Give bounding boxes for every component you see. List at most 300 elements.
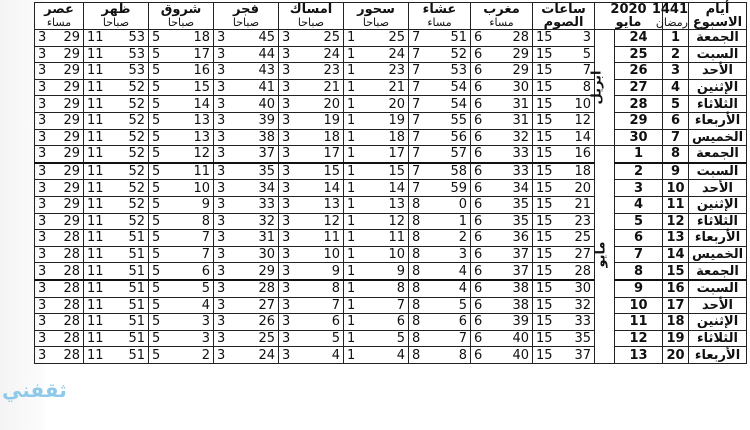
maghrib-cell: [471, 246, 533, 263]
minute-value: 29: [512, 46, 529, 62]
dhuhr-cell: [84, 297, 149, 314]
hour-value: 6: [474, 180, 483, 196]
minute-value: 28: [512, 30, 529, 46]
header-maghrib: مغرب مساء: [471, 3, 533, 30]
asr-cell: [35, 196, 84, 213]
shurooq-cell: [149, 112, 214, 129]
maghrib-cell: [471, 63, 533, 80]
minute-value: 11: [388, 230, 405, 246]
imsak-cell: [279, 112, 344, 129]
fasting-hours-cell: [533, 46, 595, 63]
fajr-cell: [214, 314, 279, 331]
gregorian-day-cell: 30: [615, 129, 663, 146]
hour-value: 6: [474, 30, 483, 46]
fajr-cell: [214, 79, 279, 96]
minute-value: 2: [458, 230, 467, 246]
day-cell: السبت: [689, 280, 747, 297]
minute-value: 51: [128, 263, 145, 279]
hour-value: 7: [412, 96, 421, 112]
hour-value: 5: [152, 180, 161, 196]
hour-value: 5: [152, 281, 161, 297]
shurooq-cell: [149, 196, 214, 213]
isha-cell: [409, 246, 471, 263]
gregorian-day-cell: 24: [615, 30, 663, 47]
shurooq-cell: [149, 297, 214, 314]
hijri-day-cell: 7: [663, 129, 689, 146]
hour-value: 1: [347, 180, 356, 196]
gregorian-day-cell: 26: [615, 63, 663, 80]
hijri-day-cell: 9: [663, 163, 689, 180]
dhuhr-cell: [84, 196, 149, 213]
fasting-hours-cell: [533, 79, 595, 96]
hour-value: 3: [217, 330, 226, 346]
hour-value: 11: [87, 96, 104, 112]
day-cell: الأربعاء: [689, 230, 747, 247]
hour-value: 3: [217, 314, 226, 330]
hour-value: 3: [217, 63, 226, 79]
hour-value: 3: [282, 281, 291, 297]
hour-value: 7: [412, 30, 421, 46]
minute-value: 2: [201, 347, 210, 363]
hijri-day-cell: 6: [663, 112, 689, 129]
hour-value: 11: [87, 63, 104, 79]
minute-value: 57: [450, 146, 467, 162]
minute-value: 28: [63, 230, 80, 246]
maghrib-cell: [471, 112, 533, 129]
hour-value: 11: [87, 281, 104, 297]
suhoor-cell: [344, 314, 409, 331]
suhoor-cell: [344, 180, 409, 197]
hour-value: 15: [536, 96, 553, 112]
minute-value: 27: [258, 297, 275, 313]
shurooq-cell: [149, 230, 214, 247]
minute-value: 33: [574, 314, 591, 330]
minute-value: 51: [128, 281, 145, 297]
isha-cell: [409, 180, 471, 197]
minute-value: 15: [388, 164, 405, 180]
hour-value: 3: [38, 230, 47, 246]
imsak-cell: [279, 263, 344, 280]
fajr-cell: [214, 263, 279, 280]
minute-value: 28: [63, 314, 80, 330]
maghrib-cell: [471, 330, 533, 347]
ramadan-timetable: [34, 2, 747, 364]
hour-value: 6: [474, 330, 483, 346]
fasting-hours-cell: [533, 280, 595, 297]
hijri-day-cell: 1: [663, 30, 689, 47]
hour-value: 15: [536, 146, 553, 162]
header-fasting-hours: ساعات الصوم: [533, 3, 595, 30]
minute-value: 30: [574, 281, 591, 297]
fasting-hours-cell: [533, 96, 595, 113]
asr-cell: [35, 263, 84, 280]
minute-value: 37: [574, 347, 591, 363]
table-row: [35, 213, 747, 230]
maghrib-cell: [471, 46, 533, 63]
minute-value: 17: [193, 46, 210, 62]
day-cell: الجمعة: [689, 263, 747, 280]
minute-value: 13: [388, 197, 405, 213]
table-row: [35, 330, 747, 347]
minute-value: 28: [63, 263, 80, 279]
hour-value: 3: [217, 347, 226, 363]
minute-value: 7: [201, 230, 210, 246]
hour-value: 3: [282, 113, 291, 129]
hour-value: 8: [412, 230, 421, 246]
hijri-day-cell: 8: [663, 146, 689, 163]
hour-value: 1: [347, 80, 356, 96]
minute-value: 9: [201, 197, 210, 213]
hour-value: 3: [38, 347, 47, 363]
asr-cell: [35, 213, 84, 230]
hijri-day-cell: 17: [663, 297, 689, 314]
hour-value: 15: [536, 247, 553, 263]
table-row: [35, 112, 747, 129]
dhuhr-cell: [84, 347, 149, 364]
hour-value: 6: [474, 297, 483, 313]
minute-value: 10: [323, 247, 340, 263]
hour-value: 5: [152, 314, 161, 330]
shurooq-cell: [149, 180, 214, 197]
shurooq-cell: [149, 63, 214, 80]
minute-value: 51: [128, 330, 145, 346]
day-cell: الخميس: [689, 246, 747, 263]
hour-value: 7: [412, 129, 421, 145]
minute-value: 5: [582, 46, 591, 62]
gregorian-day-cell: 13: [615, 347, 663, 364]
fajr-cell: [214, 180, 279, 197]
gregorian-day-cell: 28: [615, 96, 663, 113]
day-cell: الثلاثاء: [689, 213, 747, 230]
gregorian-day-cell: 11: [615, 314, 663, 331]
minute-value: 23: [574, 213, 591, 229]
dhuhr-cell: [84, 213, 149, 230]
hour-value: 15: [536, 314, 553, 330]
shurooq-cell: [149, 280, 214, 297]
dhuhr-cell: [84, 146, 149, 163]
minute-value: 32: [512, 129, 529, 145]
hour-value: 1: [347, 96, 356, 112]
isha-cell: [409, 30, 471, 47]
minute-value: 5: [396, 330, 405, 346]
isha-cell: [409, 330, 471, 347]
maghrib-cell: [471, 347, 533, 364]
hour-value: 1: [347, 197, 356, 213]
hour-value: 1: [347, 113, 356, 129]
minute-value: 33: [512, 146, 529, 162]
minute-value: 52: [128, 180, 145, 196]
hour-value: 1: [347, 263, 356, 279]
hour-value: 1: [347, 129, 356, 145]
table-row: [35, 96, 747, 113]
hijri-day-cell: 16: [663, 280, 689, 297]
hour-value: 3: [282, 180, 291, 196]
minute-value: 55: [450, 113, 467, 129]
isha-cell: [409, 314, 471, 331]
suhoor-cell: [344, 297, 409, 314]
table-row: [35, 230, 747, 247]
asr-cell: [35, 246, 84, 263]
minute-value: 6: [201, 263, 210, 279]
minute-value: 8: [582, 80, 591, 96]
minute-value: 7: [331, 297, 340, 313]
minute-value: 51: [128, 230, 145, 246]
table-row: [35, 246, 747, 263]
minute-value: 18: [388, 129, 405, 145]
minute-value: 7: [201, 247, 210, 263]
hour-value: 3: [282, 80, 291, 96]
hour-value: 5: [152, 30, 161, 46]
minute-value: 23: [388, 63, 405, 79]
minute-value: 34: [258, 180, 275, 196]
hour-value: 1: [347, 63, 356, 79]
hour-value: 5: [152, 146, 161, 162]
hour-value: 11: [87, 146, 104, 162]
minute-value: 20: [574, 180, 591, 196]
minute-value: 6: [396, 314, 405, 330]
hour-value: 15: [536, 129, 553, 145]
minute-value: 6: [331, 314, 340, 330]
minute-value: 29: [63, 46, 80, 62]
hour-value: 3: [217, 263, 226, 279]
hour-value: 6: [474, 80, 483, 96]
hijri-day-cell: 14: [663, 246, 689, 263]
isha-cell: [409, 297, 471, 314]
maghrib-cell: [471, 79, 533, 96]
minute-value: 32: [574, 297, 591, 313]
fasting-hours-cell: [533, 146, 595, 163]
minute-value: 15: [323, 164, 340, 180]
hour-value: 3: [38, 164, 47, 180]
header-shurooq: شروق صباحا: [149, 3, 214, 30]
gregorian-day-cell: 8: [615, 263, 663, 280]
hijri-day-cell: 19: [663, 330, 689, 347]
hour-value: 11: [87, 129, 104, 145]
hour-value: 6: [474, 96, 483, 112]
minute-value: 35: [574, 330, 591, 346]
gregorian-day-cell: 25: [615, 46, 663, 63]
isha-cell: [409, 112, 471, 129]
table-row: [35, 297, 747, 314]
minute-value: 9: [396, 263, 405, 279]
gregorian-day-cell: 27: [615, 79, 663, 96]
hour-value: 15: [536, 197, 553, 213]
maghrib-cell: [471, 180, 533, 197]
minute-value: 53: [128, 63, 145, 79]
hour-value: 3: [282, 146, 291, 162]
header-hijri: 1441 رمضان: [651, 2, 688, 29]
minute-value: 25: [323, 30, 340, 46]
asr-cell: [35, 129, 84, 146]
table-row: [35, 46, 747, 63]
minute-value: 21: [323, 80, 340, 96]
table-row: [35, 196, 747, 213]
minute-value: 4: [201, 297, 210, 313]
isha-cell: [409, 96, 471, 113]
minute-value: 17: [323, 146, 340, 162]
hour-value: 11: [87, 30, 104, 46]
minute-value: 6: [458, 314, 467, 330]
hour-value: 11: [87, 347, 104, 363]
asr-cell: [35, 297, 84, 314]
dhuhr-cell: [84, 112, 149, 129]
suhoor-cell: [344, 347, 409, 364]
imsak-cell: [279, 196, 344, 213]
suhoor-cell: [344, 146, 409, 163]
asr-cell: [35, 79, 84, 96]
hour-value: 15: [536, 297, 553, 313]
hour-value: 6: [474, 213, 483, 229]
fasting-hours-cell: [533, 330, 595, 347]
fasting-hours-cell: [533, 112, 595, 129]
hour-value: 3: [38, 113, 47, 129]
imsak-cell: [279, 230, 344, 247]
hour-value: 3: [38, 330, 47, 346]
shurooq-cell: [149, 79, 214, 96]
minute-value: 12: [323, 213, 340, 229]
table-row: [35, 163, 747, 180]
imsak-cell: [279, 180, 344, 197]
header-asr: عصر مساء: [35, 3, 84, 30]
header-isha: عشاء مساء: [409, 3, 471, 30]
hour-value: 3: [38, 46, 47, 62]
minute-value: 24: [388, 46, 405, 62]
minute-value: 37: [512, 263, 529, 279]
hour-value: 3: [38, 129, 47, 145]
maghrib-cell: [471, 196, 533, 213]
hour-value: 11: [87, 197, 104, 213]
minute-value: 25: [258, 330, 275, 346]
minute-value: 28: [574, 263, 591, 279]
hour-value: 7: [412, 113, 421, 129]
fasting-hours-cell: [533, 213, 595, 230]
minute-value: 41: [258, 80, 275, 96]
minute-value: 8: [458, 347, 467, 363]
maghrib-cell: [471, 263, 533, 280]
gregorian-day-cell: 9: [615, 280, 663, 297]
shurooq-cell: [149, 246, 214, 263]
hour-value: 8: [412, 197, 421, 213]
hour-value: 6: [474, 230, 483, 246]
fajr-cell: [214, 347, 279, 364]
minute-value: 14: [193, 96, 210, 112]
asr-cell: [35, 180, 84, 197]
fajr-cell: [214, 129, 279, 146]
hour-value: 3: [38, 263, 47, 279]
table-row: [35, 129, 747, 146]
minute-value: 10: [193, 180, 210, 196]
hour-value: 1: [347, 164, 356, 180]
hour-value: 5: [152, 96, 161, 112]
hour-value: 8: [412, 263, 421, 279]
hour-value: 11: [87, 263, 104, 279]
shurooq-cell: [149, 213, 214, 230]
hour-value: 3: [38, 63, 47, 79]
hour-value: 5: [152, 113, 161, 129]
hour-value: 15: [536, 180, 553, 196]
minute-value: 52: [128, 96, 145, 112]
hour-value: 3: [282, 96, 291, 112]
hour-value: 15: [536, 281, 553, 297]
hour-value: 8: [412, 247, 421, 263]
minute-value: 38: [512, 297, 529, 313]
fasting-hours-cell: [533, 63, 595, 80]
minute-value: 7: [396, 297, 405, 313]
hour-value: 3: [38, 30, 47, 46]
hour-value: 11: [87, 164, 104, 180]
minute-value: 15: [193, 80, 210, 96]
asr-cell: [35, 280, 84, 297]
hour-value: 3: [217, 213, 226, 229]
hour-value: 3: [38, 213, 47, 229]
minute-value: 28: [63, 330, 80, 346]
month-label-april: [589, 30, 615, 146]
shurooq-cell: [149, 330, 214, 347]
minute-value: 28: [63, 281, 80, 297]
hour-value: 3: [217, 180, 226, 196]
hour-value: 8: [412, 314, 421, 330]
hour-value: 6: [474, 146, 483, 162]
maghrib-cell: [471, 146, 533, 163]
minute-value: 19: [388, 113, 405, 129]
site-watermark: ثقفني: [2, 378, 67, 402]
imsak-cell: [279, 129, 344, 146]
minute-value: 53: [128, 46, 145, 62]
imsak-cell: [279, 213, 344, 230]
minute-value: 31: [512, 113, 529, 129]
suhoor-cell: [344, 330, 409, 347]
suhoor-cell: [344, 63, 409, 80]
minute-value: 51: [128, 247, 145, 263]
gregorian-day-cell: 7: [615, 246, 663, 263]
suhoor-cell: [344, 96, 409, 113]
hour-value: 6: [474, 164, 483, 180]
isha-cell: [409, 196, 471, 213]
hour-value: 11: [87, 314, 104, 330]
hour-value: 15: [536, 230, 553, 246]
hour-value: 6: [474, 46, 483, 62]
fajr-cell: [214, 96, 279, 113]
day-cell: الخميس: [689, 129, 747, 146]
hijri-day-cell: 20: [663, 347, 689, 364]
minute-value: 0: [458, 197, 467, 213]
hour-value: 11: [87, 247, 104, 263]
minute-value: 4: [458, 263, 467, 279]
hour-value: 3: [282, 297, 291, 313]
minute-value: 18: [574, 164, 591, 180]
hour-value: 6: [474, 263, 483, 279]
day-cell: الإثنين: [689, 79, 747, 96]
hour-value: 5: [152, 263, 161, 279]
hour-value: 5: [152, 347, 161, 363]
hijri-day-cell: 10: [663, 180, 689, 197]
imsak-cell: [279, 330, 344, 347]
hour-value: 7: [412, 180, 421, 196]
hour-value: 7: [412, 146, 421, 162]
table-row: [35, 314, 747, 331]
hour-value: 7: [412, 46, 421, 62]
minute-value: 5: [201, 281, 210, 297]
day-cell: الأحد: [689, 180, 747, 197]
hour-value: 3: [282, 247, 291, 263]
minute-value: 21: [574, 197, 591, 213]
day-cell: الإثنين: [689, 196, 747, 213]
minute-value: 5: [331, 330, 340, 346]
minute-value: 52: [128, 213, 145, 229]
minute-value: 12: [193, 146, 210, 162]
minute-value: 5: [458, 297, 467, 313]
minute-value: 39: [258, 113, 275, 129]
